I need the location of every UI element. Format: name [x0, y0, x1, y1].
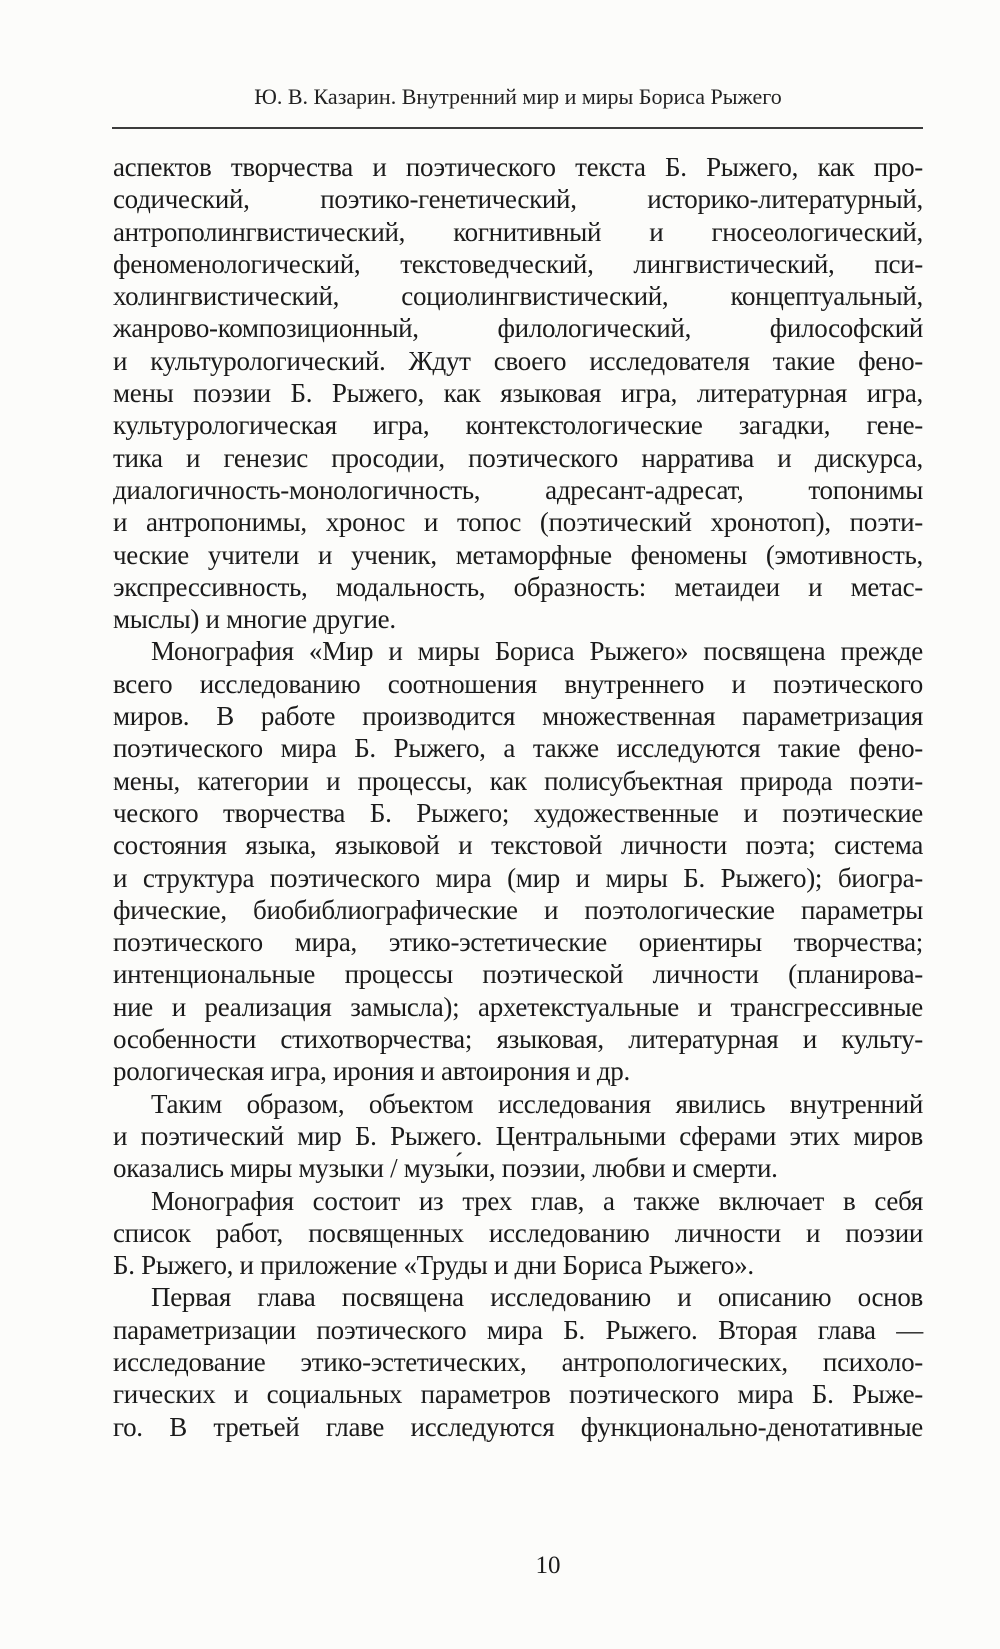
text-line: и антропонимы, хронос и топос (поэтический хронотоп), поэти- [113, 507, 923, 538]
text-line: диалогичность-монологичность, адресант-адресат, топонимы [113, 474, 923, 505]
text-line: мены, категории и процессы, как полисубъектная природа поэти- [113, 765, 923, 796]
text-line: Монография «Мир и миры Бориса Рыжего» посвящена прежде [151, 636, 923, 667]
text-line: и поэтический мир Б. Рыжего. Центральными сферами этих миров [113, 1120, 923, 1151]
text-line: оказались миры музыки / музы́ки, поэзии, любви и смерти. [113, 1153, 778, 1184]
page-number: 10 [535, 1552, 561, 1579]
text-line: феноменологический, текстоведческий, лингвистический, пси- [113, 248, 923, 279]
text-line: экспрессивность, модальность, образность: метаидеи и метас- [113, 571, 923, 602]
text-line: поэтического мира Б. Рыжего, а также исследуются такие фено- [113, 733, 923, 764]
text-line: тика и генезис просодии, поэтического нарратива и дискурса, [113, 442, 923, 473]
text-line: Первая глава посвящена исследованию и описанию основ [151, 1282, 923, 1313]
text-line: холингвистический, социолингвистический, концептуальный, [113, 281, 923, 312]
text-line: культурологическая игра, контекстологические загадки, гене- [113, 410, 923, 441]
header-rule [112, 127, 923, 129]
text-line: всего исследованию соотношения внутреннего и поэтического [113, 668, 923, 699]
text-line: го. В третьей главе исследуются функционально-денотативные [113, 1411, 923, 1442]
text-line: мыслы) и многие другие. [113, 604, 396, 635]
text-line: ческого творчества Б. Рыжего; художественные и поэтические [113, 797, 923, 828]
text-line: фические, биобиблиографические и поэтологические параметры [113, 894, 923, 925]
text-line: параметризации поэтического мира Б. Рыжего. Вторая глава — [113, 1314, 923, 1345]
text-line: Монография состоит из трех глав, а также включает в себя [151, 1185, 923, 1216]
text-line: и культурологический. Ждут своего исследователя такие фено- [113, 345, 923, 376]
text-line: Таким образом, объектом исследования явились внутренний [151, 1088, 923, 1119]
text-line: аспектов творчества и поэтического текста Б. Рыжего, как про- [113, 152, 923, 182]
text-line: антрополингвистический, когнитивный и гносеологический, [113, 216, 923, 247]
text-line: интенциональные процессы поэтической личности (планирова- [113, 959, 923, 990]
text-line: ние и реализация замысла); архетекстуальные и трансгрессивные [113, 991, 923, 1022]
text-line: Б. Рыжего, и приложение «Труды и дни Бориса Рыжего». [113, 1250, 754, 1281]
text-line: поэтического мира, этико-эстетические ориентиры творчества; [113, 927, 923, 958]
text-line: содический, поэтико-генетический, историко-литературный, [113, 184, 923, 215]
text-line: состояния языка, языковой и текстовой личности поэта; система [113, 830, 923, 861]
text-line: жанрово-композиционный, филологический, философский [113, 313, 923, 344]
body-text [113, 151, 923, 1443]
text-line: мены поэзии Б. Рыжего, как языковая игра, литературная игра, [113, 378, 923, 409]
text-line: и структура поэтического мира (мир и миры Б. Рыжего); биогра- [113, 862, 923, 893]
text-line: миров. В работе производится множественная параметризация [113, 701, 923, 732]
text-line: рологическая игра, ирония и автоирония и др. [113, 1056, 630, 1087]
running-header: Ю. В. Казарин. Внутренний мир и миры Бориса Рыжего [254, 84, 782, 109]
text-line: особенности стихотворчества; языковая, литературная и культу- [113, 1024, 923, 1055]
text-line: исследование этико-эстетических, антропологических, психоло- [113, 1346, 923, 1377]
text-line: список работ, посвященных исследованию личности и поэзии [113, 1217, 923, 1248]
text-line: гических и социальных параметров поэтического мира Б. Рыже- [113, 1379, 923, 1410]
text-line: ческие учители и ученик, метаморфные феномены (эмотивность, [113, 539, 923, 570]
